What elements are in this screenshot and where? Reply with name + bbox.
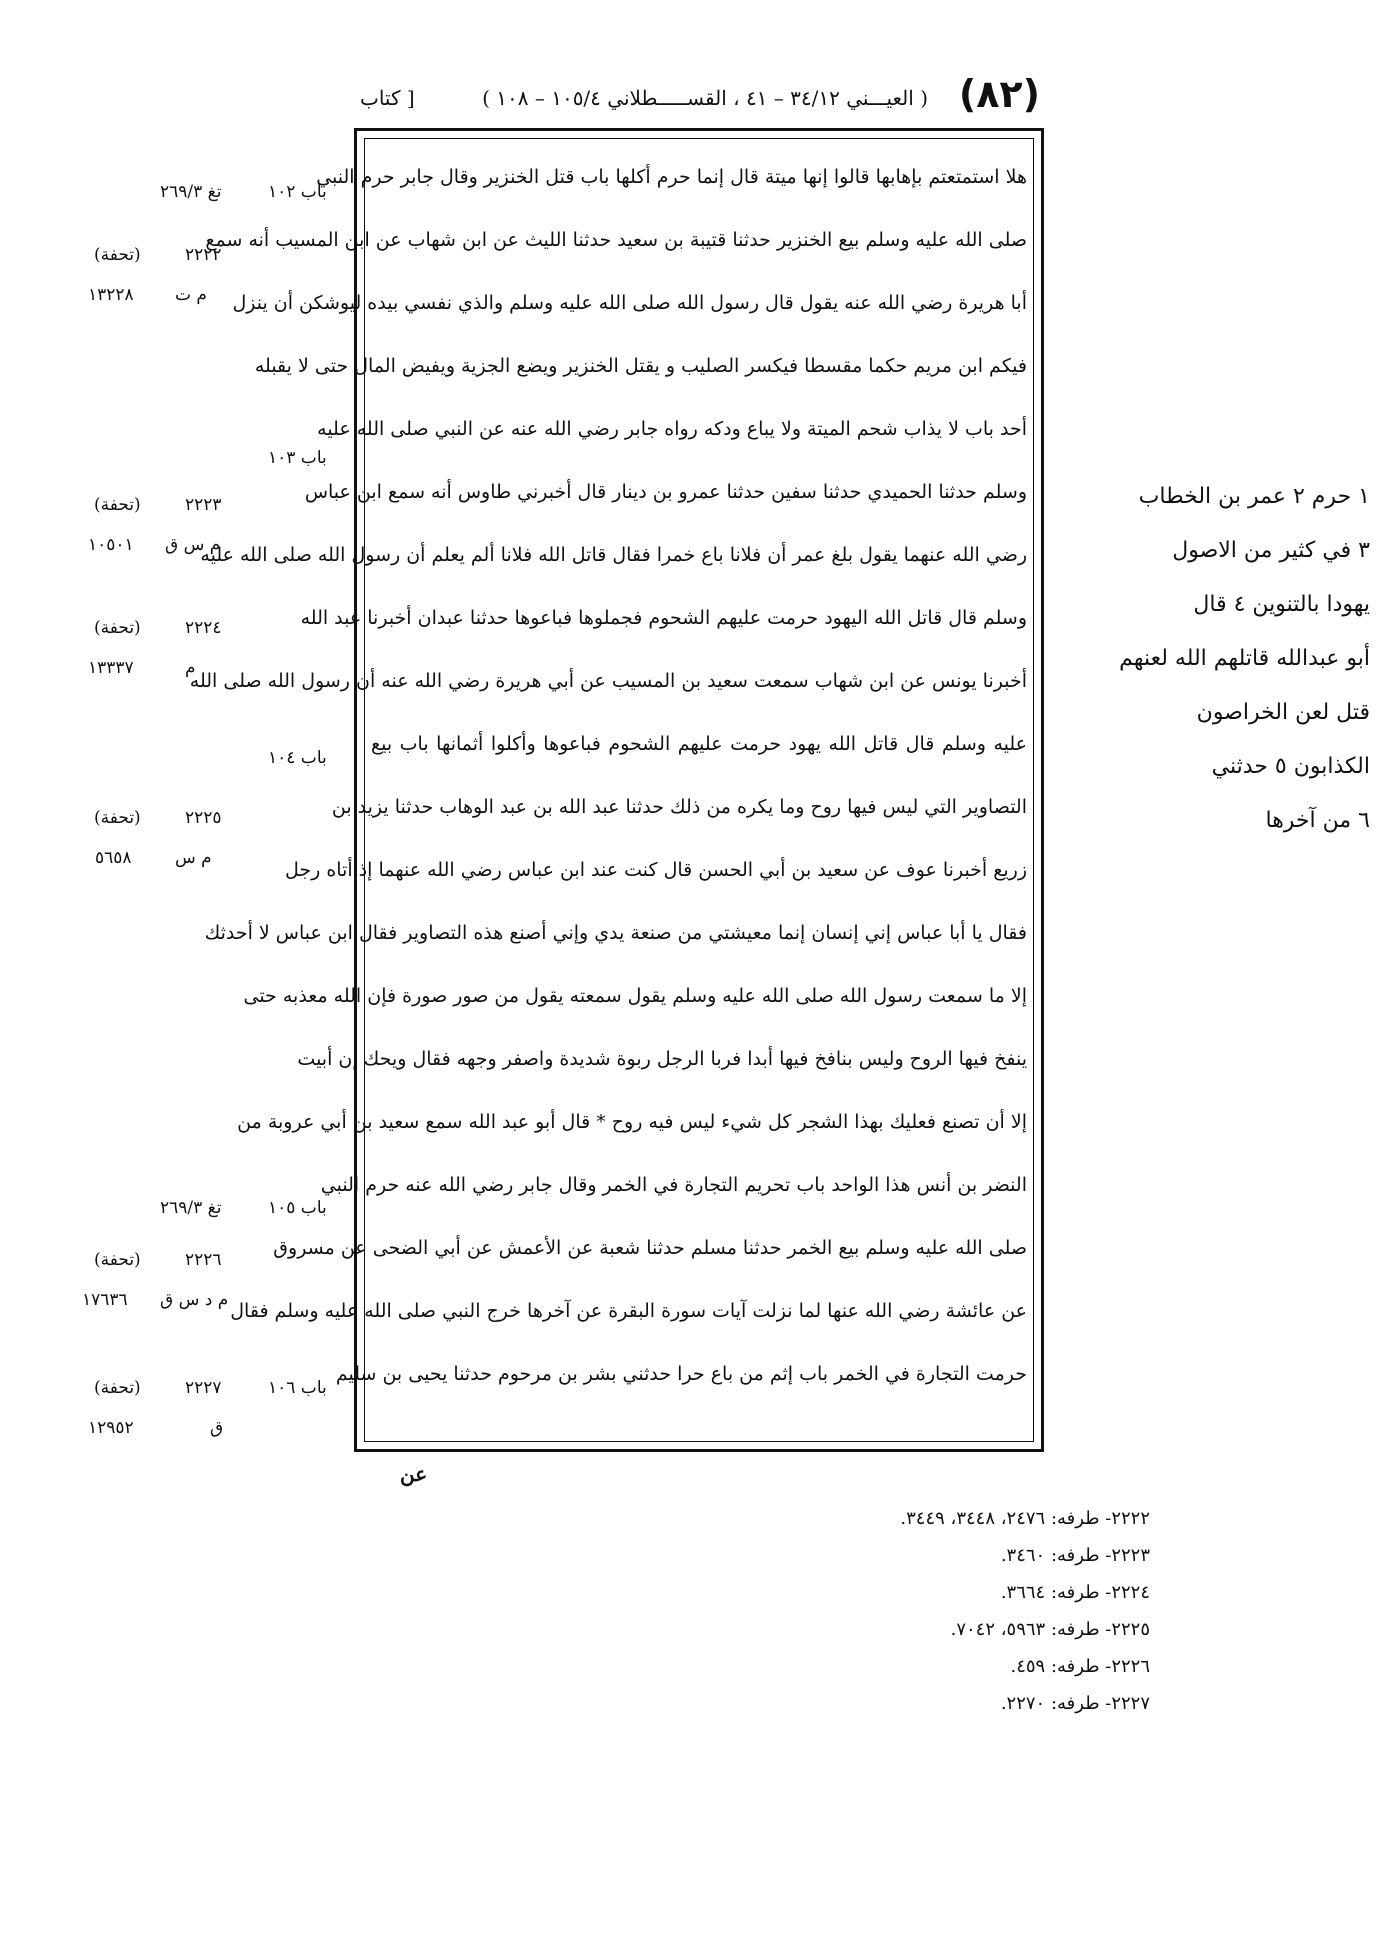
text-line: النضر بن أنس هذا الواحد باب تحريم التجارة في الخمر وقال جابر رضي الله عنه حرم النبي	[320, 1174, 1027, 1196]
text-line: هلا استمتعتم بإهابها قالوا إنها ميتة قال إنما حرم أكلها باب قتل الخنزير وقال جابر حرم النبي	[316, 166, 1027, 188]
tuhfa-number: ١٧٦٣٦	[82, 1290, 128, 1310]
hadith-sigla: م د س ق	[160, 1290, 229, 1310]
text-line: وسلم حدثنا الحميدي حدثنا سفين حدثنا عمرو بن دينار قال أخبرني طاوس أنه سمع ابن عباس	[304, 481, 1027, 503]
tuhfa-label: (تحفة)	[94, 808, 141, 828]
text-line: التصاوير التي ليس فيها روح وما يكره من ذلك حدثنا عبد الله بن عبد الوهاب حدثنا يزيد بن	[331, 796, 1027, 818]
variant-note: أبو عبدالله قاتلهم الله لعنهم	[1119, 646, 1370, 671]
hadith-number: ٢٢٢٥	[185, 808, 222, 828]
text-line: أخبرنا يونس عن ابن شهاب سمعت سعيد بن المسيب عن أبي هريرة رضي الله عنه أن رسول الله صلى الله	[189, 670, 1027, 692]
text-line: صلى الله عليه وسلم بيع الخمر حدثنا مسلم حدثنا شعبة عن الأعمش عن أبي الضحى عن مسروق	[273, 1237, 1027, 1259]
footnote: ٢٢٢٤- طرفه: ٣٦٦٤.	[1000, 1582, 1150, 1603]
tuhfa-label: (تحفة)	[94, 495, 141, 515]
tuhfa-number: ١٢٩٥٢	[88, 1418, 134, 1438]
footnote: ٢٢٢٥- طرفه: ٥٩٦٣، ٧٠٤٢.	[950, 1619, 1150, 1640]
hadith-number: ٢٢٢٣	[185, 495, 222, 515]
text-line: إلا ما سمعت رسول الله صلى الله عليه وسلم يقول سمعته يقول من صور صورة فإن الله معذبه حتى	[243, 985, 1027, 1007]
text-line: صلى الله عليه وسلم بيع الخنزير حدثنا قتيبة بن سعيد حدثنا الليث عن ابن شهاب عن ابن المسيب أنه سمع	[205, 229, 1027, 251]
hadith-sigla: م س ق	[165, 535, 221, 555]
catchword: عن	[400, 1462, 428, 1486]
hadith-sigla: م	[185, 658, 196, 678]
hadith-number: ٢٢٢٤	[185, 618, 222, 638]
text-line: فقال يا أبا عباس إني إنسان إنما معيشتي من صنعة يدي وإني أصنع هذه التصاوير فقال ابن عباس لا أحدثك	[204, 922, 1027, 944]
tuhfa-label: (تحفة)	[94, 1378, 141, 1398]
page-header	[360, 72, 1040, 124]
variant-note: ١ حرم ٢ عمر بن الخطاب	[1138, 484, 1370, 509]
bab-number: باب ١٠٤	[268, 748, 327, 768]
tuhfa-number: ١٣٣٣٧	[88, 658, 134, 678]
bab-number: باب ١٠٦	[268, 1378, 327, 1398]
bab-number: باب ١٠٥	[268, 1198, 327, 1218]
bab-number: باب ١٠٣	[268, 448, 327, 468]
text-line: عن عائشة رضي الله عنها لما نزلت آيات سورة البقرة عن آخرها خرج النبي صلى الله عليه وسلم فقال	[230, 1300, 1027, 1322]
text-line: ينفخ فيها الروح وليس بنافخ فيها أبدا فربا الرجل ربوة شديدة واصفر وجهه فقال ويحك إن أبيت	[297, 1048, 1027, 1070]
hadith-number: ٢٢٢٧	[185, 1378, 222, 1398]
variant-notes	[1100, 470, 1370, 848]
cross-reference: تغ ٢٦٩/٣	[160, 182, 222, 202]
text-line: حرمت التجارة في الخمر باب إثم من باع حرا حدثني بشر بن مرحوم حدثنا يحيى بن سليم	[335, 1363, 1027, 1385]
variant-note: يهودا بالتنوين ٤ قال	[1193, 592, 1370, 617]
footnote: ٢٢٢٧- طرفه: ٢٢٧٠.	[1000, 1693, 1150, 1714]
tuhfa-label: (تحفة)	[94, 618, 141, 638]
hadith-number: ٢٢٢٦	[185, 1250, 222, 1270]
variant-note: ٣ في كثير من الاصول	[1172, 538, 1370, 563]
text-line: وسلم قال قاتل الله اليهود حرمت عليهم الشحوم فجملوها فباعوها حدثنا عبدان أخبرنا عبد الله	[300, 607, 1027, 629]
footnote: ٢٢٢٣- طرفه: ٣٤٦٠.	[1000, 1545, 1150, 1566]
tuhfa-number: ٥٦٥٨	[95, 848, 132, 868]
tuhfa-number: ١٠٥٠١	[88, 535, 134, 555]
footnote: ٢٢٢٦- طرفه: ٤٥٩.	[1010, 1656, 1150, 1677]
text-line: أحد باب لا يذاب شحم الميتة ولا يباع ودكه رواه جابر رضي الله عنه عن النبي صلى الله عليه	[317, 418, 1027, 440]
cross-reference: تغ ٢٦٩/٣	[160, 1198, 222, 1218]
variant-note: قتل لعن الخراصون	[1196, 700, 1370, 725]
book-title: [ كتاب	[360, 86, 415, 110]
text-line: فيكم ابن مريم حكما مقسطا فيكسر الصليب و يقتل الخنزير ويضع الجزية ويفيض المال حتى لا يقبله	[254, 355, 1027, 377]
tuhfa-label: (تحفة)	[94, 1250, 141, 1270]
tuhfa-label: (تحفة)	[94, 245, 141, 265]
text-line: رضي الله عنهما يقول بلغ عمر أن فلانا باع خمرا فقال قاتل الله فلانا ألم يعلم أن رسول الله صلى الله عليه	[200, 544, 1027, 566]
hadith-number: ٢٢٢٢	[185, 245, 222, 265]
text-line: عليه وسلم قال قاتل الله يهود حرمت عليهم الشحوم فباعوها وأكلوا أثمانها باب بيع	[371, 733, 1027, 755]
page-number: (٨٢)	[958, 72, 1040, 116]
tuhfa-number: ١٣٢٢٨	[88, 285, 134, 305]
footnote: ٢٢٢٢- طرفه: ٢٤٧٦، ٣٤٤٨، ٣٤٤٩.	[900, 1508, 1150, 1529]
variant-note: ٦ من آخرها	[1265, 808, 1370, 833]
hadith-sigla: م س	[175, 848, 212, 868]
text-line: إلا أن تصنع فعليك بهذا الشجر كل شيء ليس فيه روح * قال أبو عبد الله سمع سعيد بن أبي عروبة من	[237, 1111, 1027, 1133]
text-line: أبا هريرة رضي الله عنه يقول قال رسول الله صلى الله عليه وسلم والذي نفسي بيده ليوشكن أن ينزل	[232, 292, 1027, 314]
variant-note: الكذابون ٥ حدثني	[1211, 754, 1370, 779]
commentary-references: ( العيـــني ٣٤/١٢ – ٤١ ، القســـــطلاني ١٠٥/٤ – ١٠٨ )	[482, 86, 928, 110]
hadith-sigla: م ت	[175, 285, 207, 305]
text-line: زريع أخبرنا عوف عن سعيد بن أبي الحسن قال كنت عند ابن عباس رضي الله عنهما إذ أتاه رجل	[284, 859, 1027, 881]
bab-number: باب ١٠٢	[268, 182, 327, 202]
hadith-sigla: ق	[210, 1418, 224, 1438]
